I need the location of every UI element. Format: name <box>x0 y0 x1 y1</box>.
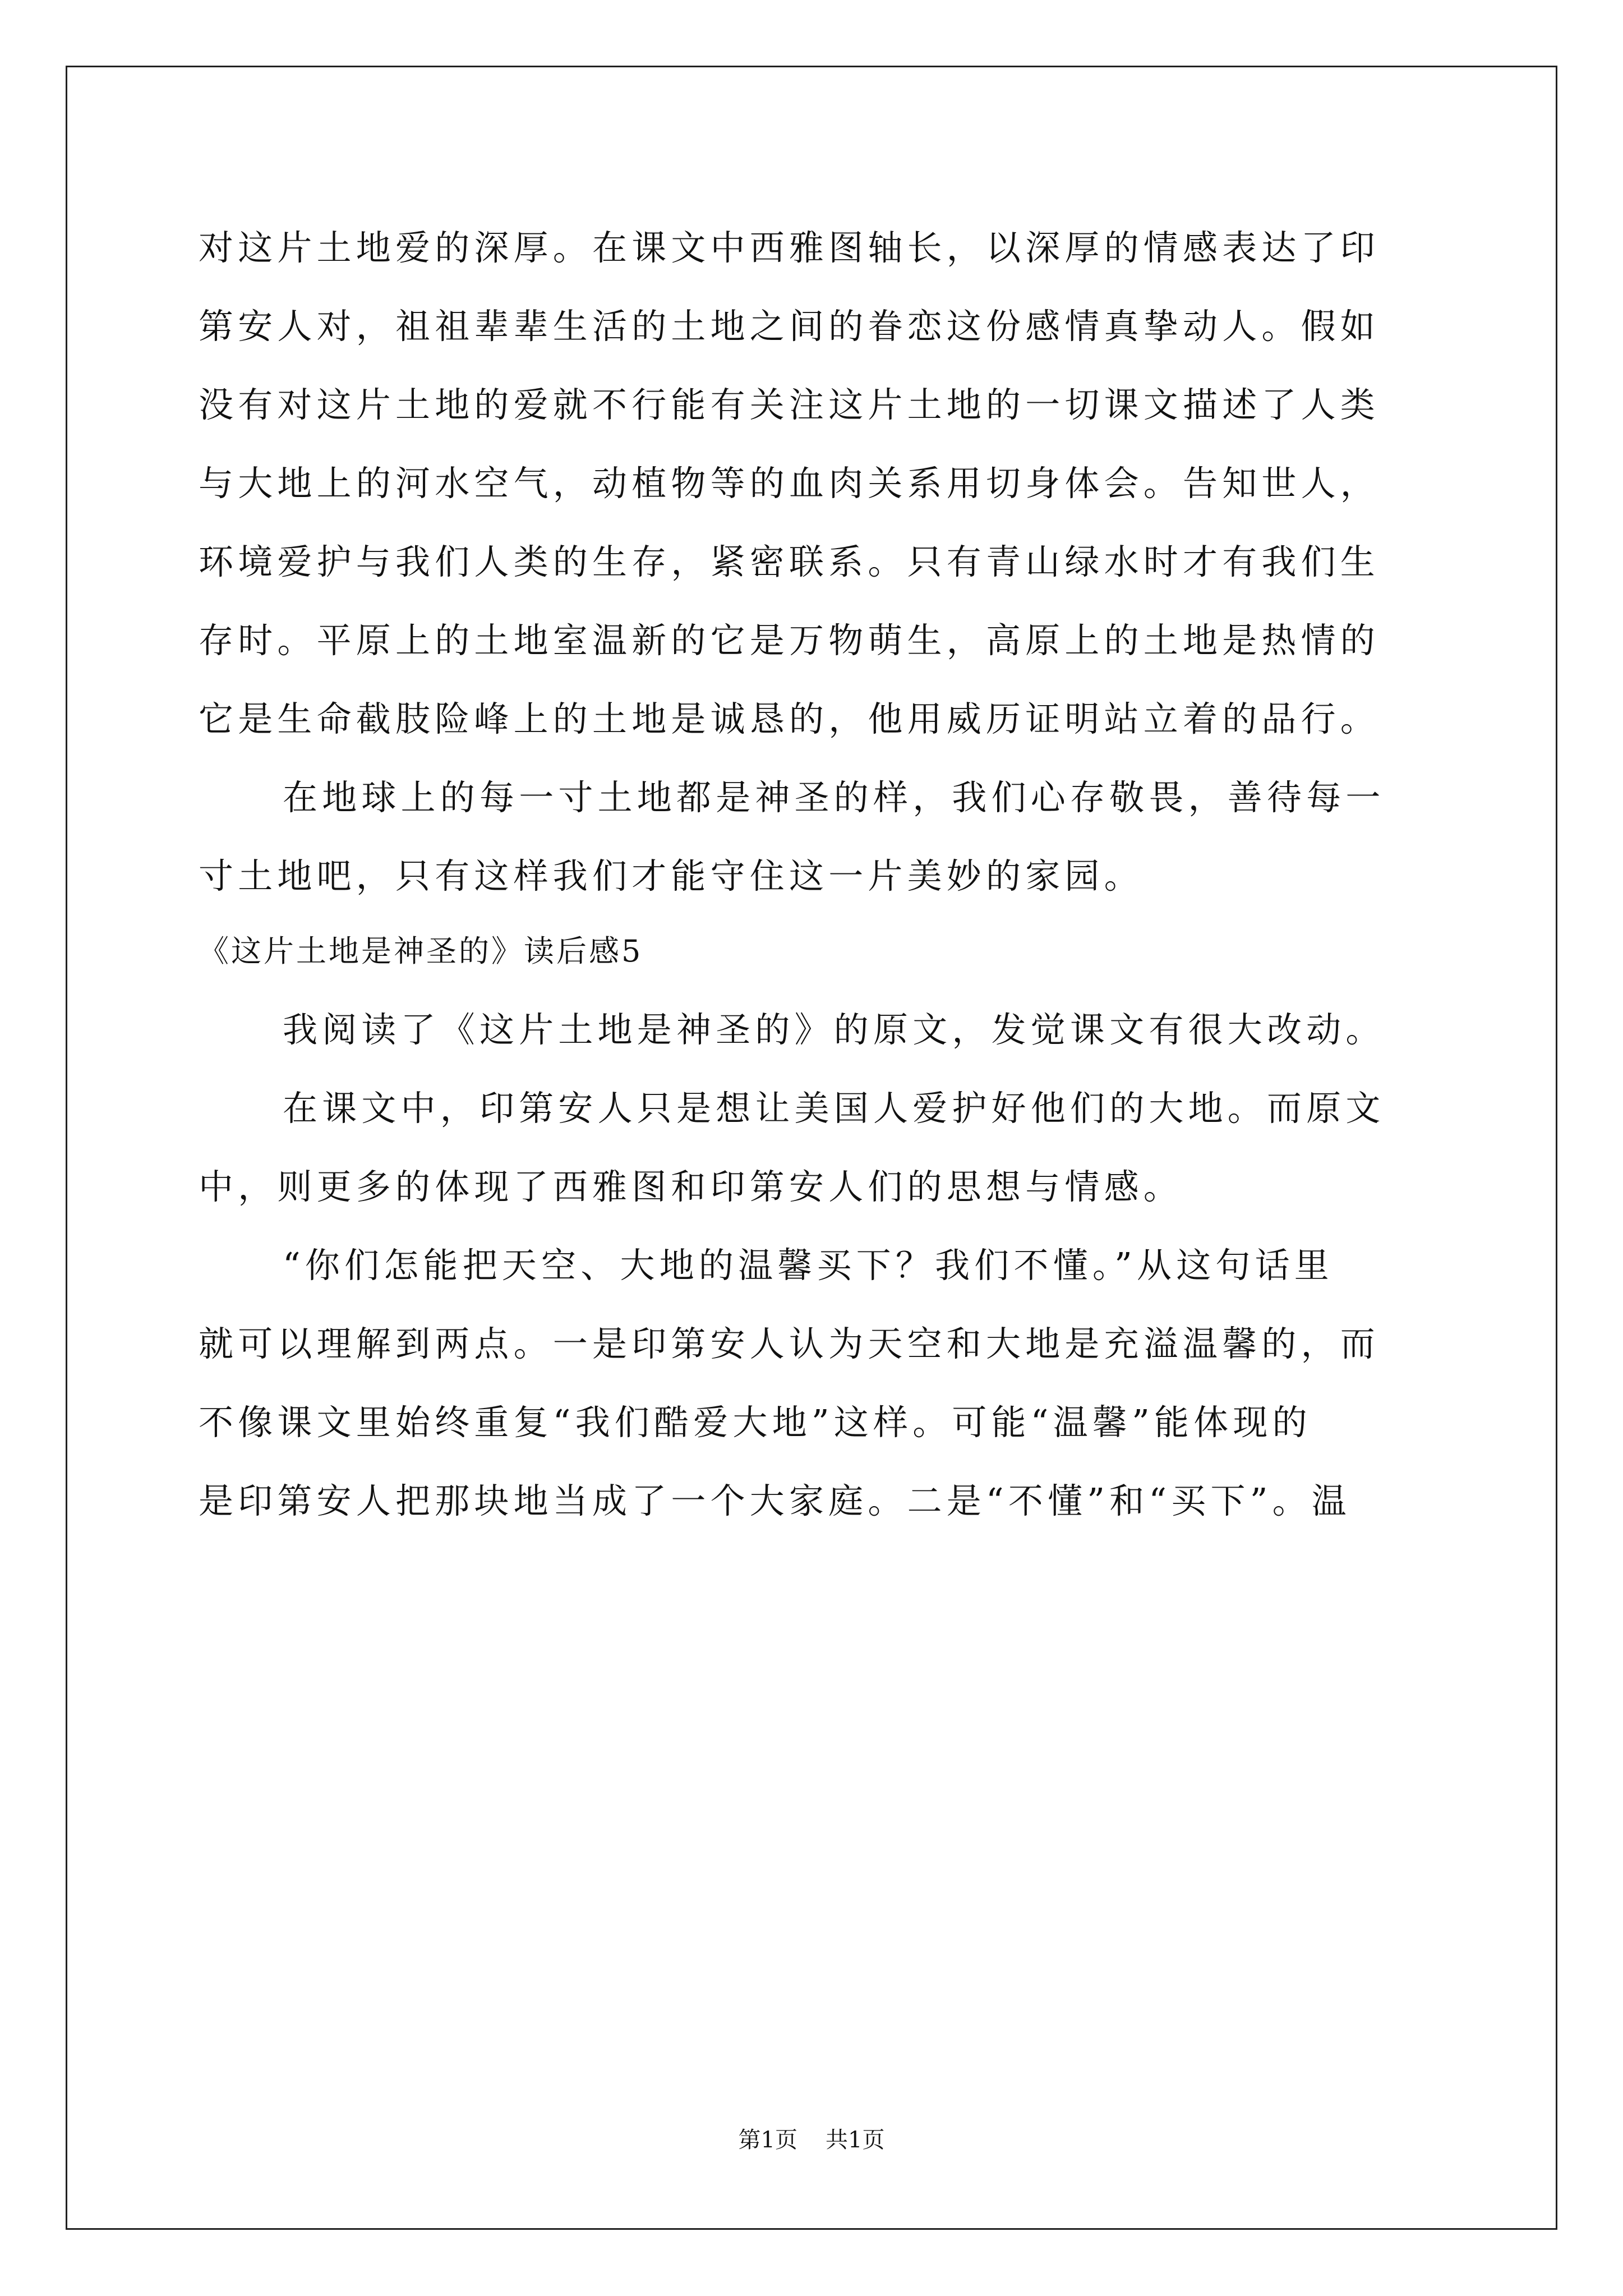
body-line-16: 不像课文里始终重复“我们酷爱大地”这样。可能“温馨”能体现的 <box>199 1402 1312 1443</box>
body-line-11: 我阅读了《这片土地是神圣的》的原文，发觉课文有很大改动。 <box>283 1009 1385 1050</box>
page-footer <box>0 2126 1623 2154</box>
body-line-17: 是印第安人把那块地当成了一个大家庭。二是“不懂”和“买下”。温 <box>199 1480 1351 1521</box>
body-line-7: 它是生命截肢险峰上的土地是诚恳的，他用威历证明站立着的品行。 <box>199 698 1380 739</box>
body-line-12: 在课文中，印第安人只是想让美国人爱护好他们的大地。而原文 <box>283 1088 1385 1129</box>
body-line-6: 存时。平原上的土地室温新的它是万物萌生，高原上的土地是热情的 <box>199 620 1380 661</box>
body-line-13: 中，则更多的体现了西雅图和印第安人们的思想与情感。 <box>199 1166 1183 1207</box>
body-line-15: 就可以理解到两点。一是印第安人认为天空和大地是充溢温馨的，而 <box>199 1323 1380 1364</box>
body-line-2: 第安人对，祖祖辈辈生活的土地之间的眷恋这份感情真挚动人。假如 <box>199 306 1380 347</box>
body-line-4: 与大地上的河水空气，动植物等的血肉关系用切身体会。告知世人， <box>199 463 1380 504</box>
section-heading: 《这片土地是神圣的》读后感5 <box>199 933 643 969</box>
body-line-1: 对这片土地爱的深厚。在课文中西雅图轴长，以深厚的情感表达了印 <box>199 227 1380 268</box>
body-line-3: 没有对这片土地的爱就不行能有关注这片土地的一切课文描述了人类 <box>199 384 1380 425</box>
page-number: 第1页 <box>738 2127 797 2153</box>
page-total: 共1页 <box>826 2127 885 2153</box>
body-line-8: 在地球上的每一寸土地都是神圣的样，我们心存敬畏，善待每一 <box>283 777 1385 818</box>
body-line-5: 环境爱护与我们人类的生存，紧密联系。只有青山绿水时才有我们生 <box>199 541 1380 582</box>
body-line-9: 寸土地吧，只有这样我们才能守住这一片美妙的家园。 <box>199 855 1144 896</box>
body-line-14: “你们怎能把天空、大地的温馨买下？我们不懂。”从这句话里 <box>283 1245 1334 1286</box>
